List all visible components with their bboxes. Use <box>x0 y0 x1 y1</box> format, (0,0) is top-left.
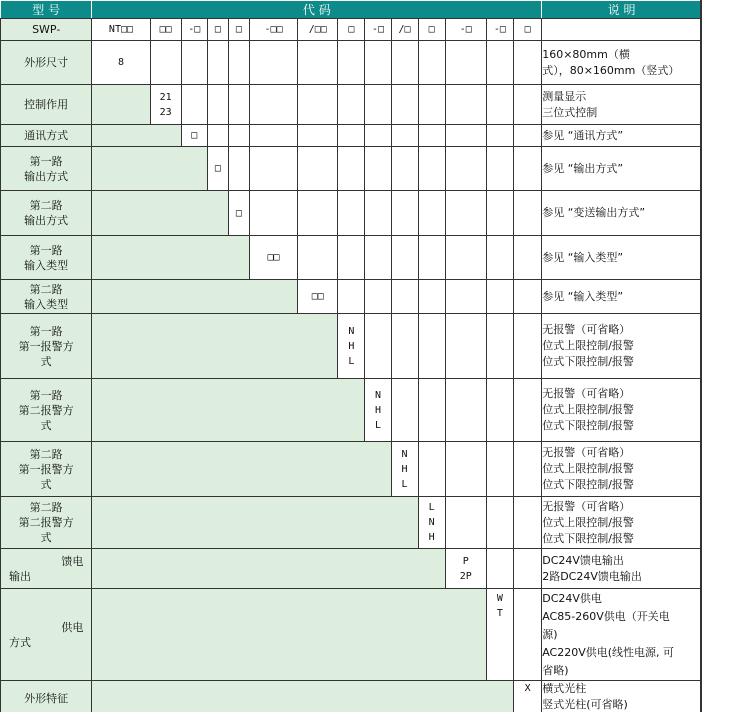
desc-line: 位式下限控制/报警 <box>542 419 634 432</box>
out1-row <box>1 147 702 191</box>
comm-row <box>1 125 702 147</box>
code-cell: □□ <box>150 19 181 41</box>
label-line: 第二报警方 <box>18 403 74 417</box>
label-line: 供电 <box>61 620 84 634</box>
header-row <box>1 1 702 19</box>
label-line: 第一路 <box>29 154 63 168</box>
alarm11-desc <box>542 314 702 379</box>
desc-line: DC24V馈电输出 <box>542 553 624 567</box>
in1-code: □□ <box>249 236 297 280</box>
out1-code: □ <box>207 147 228 191</box>
model-row <box>1 19 702 41</box>
label-line: 馈电 <box>61 554 84 568</box>
code-header: 代 码 <box>92 1 542 19</box>
code-cell: /□□ <box>298 19 338 41</box>
code-line: H <box>374 404 381 416</box>
code-line: P <box>462 555 469 567</box>
label-line: 式 <box>40 477 52 491</box>
code-line: N <box>401 448 408 460</box>
label-line: 第一路 <box>29 243 63 257</box>
desc-line: 源) <box>542 627 558 641</box>
desc-line: 无报警（可省略） <box>542 446 631 459</box>
code-cell: /□ <box>391 19 418 41</box>
out2-desc: 参见 “变送输出方式” <box>542 191 702 236</box>
alarm11-code <box>338 314 365 379</box>
control-row <box>1 85 702 125</box>
alarm21-desc <box>542 442 702 497</box>
outline-row <box>1 41 702 85</box>
shape-row <box>1 681 702 712</box>
code-line: L <box>428 502 435 513</box>
desc-line: 2路DC24V馈电输出 <box>542 569 642 583</box>
out2-label <box>1 191 92 236</box>
comm-desc: 参见 “通讯方式” <box>542 125 702 147</box>
desc-line: 位式下限控制/报警 <box>542 531 634 545</box>
code-cell: -□ <box>181 19 207 41</box>
feed-row <box>1 549 702 589</box>
label-line: 第二报警方 <box>18 516 74 529</box>
code-line: N <box>348 325 355 337</box>
label-line: 第一路 <box>29 324 63 338</box>
control-code <box>150 85 181 125</box>
feed-label <box>1 549 92 589</box>
in1-desc: 参见 “输入类型” <box>542 236 702 280</box>
feed-desc <box>542 549 702 589</box>
right-border <box>700 0 702 712</box>
control-desc <box>542 85 702 125</box>
alarm12-label <box>1 379 92 442</box>
label-line: 输入类型 <box>24 297 69 311</box>
in2-code: □□ <box>298 280 338 314</box>
power-desc <box>542 589 702 681</box>
desc-line: 省略) <box>542 663 569 677</box>
desc-line: 无报警（可省略） <box>542 499 631 513</box>
power-row <box>1 589 702 681</box>
label-line: 第一路 <box>29 388 63 402</box>
code-line: N <box>428 517 435 528</box>
desc-line: 位式上限控制/报警 <box>542 462 634 475</box>
label-line: 式 <box>40 354 52 368</box>
label-line: 输入类型 <box>24 258 69 272</box>
desc-line: 竖式光柱(可省略) <box>542 698 628 711</box>
power-label <box>1 589 92 681</box>
model-desc <box>542 19 702 41</box>
desc-line: 无报警（可省略） <box>542 323 631 336</box>
label-line: 第二路 <box>29 447 63 461</box>
model-header: 型 号 <box>1 1 92 19</box>
comm-label: 通讯方式 <box>1 125 92 147</box>
shape-desc <box>542 681 702 712</box>
desc-line: 位式下限控制/报警 <box>542 478 634 491</box>
alarm22-row <box>1 497 702 549</box>
code-line: N <box>374 389 381 401</box>
label-line: 第二路 <box>29 501 63 514</box>
power-code <box>486 589 513 681</box>
desc-line: DC24V供电 <box>542 591 602 605</box>
label-line: 第二路 <box>29 282 63 296</box>
code-line: H <box>401 463 408 475</box>
model-prefix: SWP- <box>1 19 92 41</box>
code-line: 21 <box>159 91 172 103</box>
code-cell: NT□□ <box>92 19 150 41</box>
label-line: 输出方式 <box>24 169 69 183</box>
in1-label <box>1 236 92 280</box>
out2-code: □ <box>228 191 249 236</box>
control-label: 控制作用 <box>1 85 92 125</box>
alarm21-row <box>1 442 702 497</box>
code-line: H <box>348 340 355 352</box>
in2-desc: 参见 “输入类型” <box>542 280 702 314</box>
alarm11-label <box>1 314 92 379</box>
code-cell: □ <box>207 19 228 41</box>
code-line: 23 <box>159 106 172 118</box>
desc-line: 位式上限控制/报警 <box>542 515 634 529</box>
code-line: L <box>348 355 355 367</box>
code-cell: -□ <box>445 19 486 41</box>
code-cell: □ <box>513 19 541 41</box>
label-line: 式 <box>40 531 52 544</box>
desc-line: AC220V供电(线性电源, 可 <box>542 645 675 659</box>
code-line: T <box>496 608 503 619</box>
code-line: L <box>401 478 408 490</box>
alarm12-desc <box>542 379 702 442</box>
alarm22-desc <box>542 497 702 549</box>
desc-line: AC85-260V供电（开关电 <box>542 609 670 623</box>
desc-line: 三位式控制 <box>542 105 598 119</box>
out1-label <box>1 147 92 191</box>
desc-line: 位式上限控制/报警 <box>542 403 634 416</box>
alarm12-row <box>1 379 702 442</box>
alarm22-label <box>1 497 92 549</box>
code-cell: -□□ <box>249 19 297 41</box>
code-cell: □ <box>338 19 365 41</box>
label-line: 式 <box>40 418 52 432</box>
code-cell: □ <box>418 19 445 41</box>
alarm12-code <box>365 379 391 442</box>
code-cell: -□ <box>486 19 513 41</box>
outline-desc <box>542 41 702 85</box>
desc-line: 横式光柱 <box>542 682 587 695</box>
code-line: W <box>496 593 503 604</box>
label-line: 第一报警方 <box>18 462 74 476</box>
code-cell: -□ <box>365 19 391 41</box>
outline-label: 外形尺寸 <box>1 41 92 85</box>
desc-line: 位式上限控制/报警 <box>542 339 634 352</box>
desc-line: 160×80mm（横 <box>542 47 630 61</box>
alarm21-code <box>391 442 418 497</box>
label-line: 第二路 <box>29 199 63 212</box>
shape-label: 外形特征 <box>1 681 92 712</box>
alarm11-row <box>1 314 702 379</box>
code-line: L <box>374 419 381 431</box>
desc-header: 说 明 <box>542 1 702 19</box>
alarm22-code <box>418 497 445 549</box>
out2-row <box>1 191 702 236</box>
label-line: 输出 <box>9 569 31 583</box>
code-line: H <box>428 532 435 543</box>
out1-desc: 参见 “输出方式” <box>542 147 702 191</box>
label-line: 方式 <box>9 635 31 649</box>
feed-code <box>445 549 486 589</box>
label-line: 第一报警方 <box>18 339 74 353</box>
code-line: 2P <box>459 570 472 582</box>
alarm21-label <box>1 442 92 497</box>
comm-code: □ <box>181 125 207 147</box>
desc-line: 测量显示 <box>542 89 587 103</box>
shape-code: X <box>513 681 541 712</box>
label-line: 输出方式 <box>24 214 69 227</box>
in2-row <box>1 280 702 314</box>
desc-line: 位式下限控制/报警 <box>542 355 634 368</box>
outline-code: 8 <box>92 41 150 85</box>
in2-label <box>1 280 92 314</box>
code-cell: □ <box>228 19 249 41</box>
in1-row <box>1 236 702 280</box>
desc-line: 式），80×160mm（竖式） <box>542 63 680 77</box>
desc-line: 无报警（可省略） <box>542 387 631 400</box>
